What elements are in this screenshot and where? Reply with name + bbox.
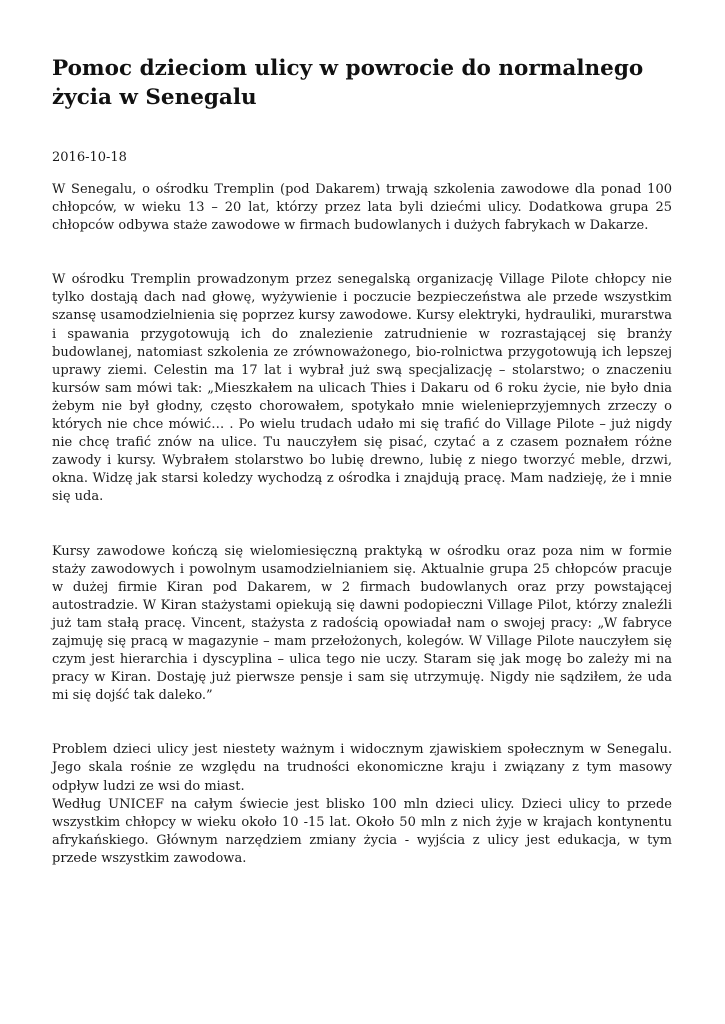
paragraph-internships: Kursy zawodowe kończą się wielomiesięczną praktyką w ośrodku oraz poza nim w formie staży zawodowych i powolnym usamodzielnianiem się. Aktualnie grupa 25 chłopców pracuje w dużej firmie Kiran pod Dakarem, w 2 firmach budowlanych oraz przy powstającej autostradzie. W Kiran stażystami opiekują się dawni podopieczni Village Pilot, którzy znaleźli już tam stałą pracę. Vincent, stażysta z radością opowiadał nam o swojej pracy: „W fabryce zajmuję się pracą w magazynie – mam przełożonych, kolegów. W Village Pilote nauczyłem się czym jest hierarchia i dyscyplina – ulica tego nie uczy. Staram się jak mogę bo zależy mi na pracy w Kiran. Dostaję już pierwsze pensje i sam się utrzymuję. Nigdy nie sądziłem, że uda mi się dojść tak daleko.” — [52, 543, 672, 704]
paragraph-unicef: Według UNICEF na całym świecie jest blisko 100 mln dzieci ulicy. Dzieci ulicy to przede wszystkim chłopcy w wieku około 10 -15 lat. Około 50 mln z nich żyje w krajach kontynentu afrykańskiego. Głównym narzędziem zmiany życia - wyjścia z ulicy jest edukacja, w tym przede wszystkim zawodowa. — [52, 796, 672, 866]
paragraph-tremplin: W ośrodku Tremplin prowadzonym przez senegalską organizację Village Pilote chłopcy nie tylko dostają dach nad głowę, wyżywienie i poczucie bezpieczeństwa ale przede wszystkim szansę usamodzielnienia się poprzez kursy zawodowe. Kursy elektryki, hydrauliki, murarstwa i spawania przygotowują ich do znalezienie zatrudnienie w rozrastającej się branży budowlanej, natomiast szkolenia ze zrównoważonego, bio-rolnictwa przygotowują ich lepszej uprawy ziemi. Celestin ma 17 lat i wybrał już swą specjalizację – stolarstwo; o znaczeniu kursów sam mówi tak: „Mieszkałem na ulicach Thies i Dakaru od 6 roku życie, nie było dnia żebym nie był głodny, często chorowałem, spotykało mnie wielenieprzyjemnych zrzeczy o których nie chce mówić… . Po wielu trudach udało mi się trafić do Village Pilote – już nigdy nie chcę trafić znów na ulice. Tu nauczyłem się pisać, czytać a z czasem poznałem różne zawody i kursy. Wybrałem stolarstwo bo lubię drewno, lubię z niego tworzyć meble, drzwi, okna. Widzę jak starsi koledzy wychodzą z ośrodka i znajdują pracę. Mam nadzieję, że i mnie się uda. — [52, 272, 672, 505]
document-page — [52, 54, 672, 868]
article-title: Pomoc dzieciom ulicy w powrocie do normalnego życia w Senegalu — [52, 56, 644, 110]
paragraph-intro: W Senegalu, o ośrodku Tremplin (pod Dakarem) trwają szkolenia zawodowe dla ponad 100 chłopców, w wieku 13 – 20 lat, którzy przez lata byli dziećmi ulicy. Dodatkowa grupa 25 chłopców odbywa staże zawodowe w firmach budowlanych i dużych fabrykach w Dakarze. — [52, 182, 672, 234]
article-date: 2016-10-18 — [52, 150, 127, 165]
paragraph-problem: Problem dzieci ulicy jest niestety ważnym i widocznym zjawiskiem społecznym w Senegalu. Jego skala rośnie ze względu na trudności ekonomiczne kraju i związany z tym masowy odpływ ludzi ze wsi do miast. — [52, 742, 672, 794]
